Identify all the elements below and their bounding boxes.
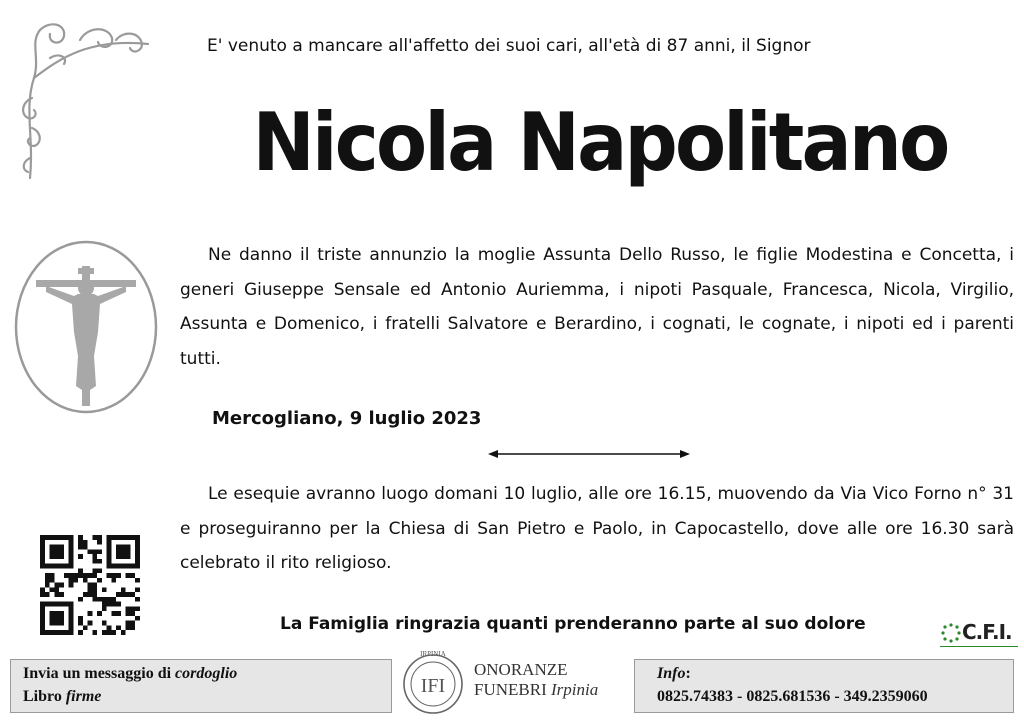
phone-numbers[interactable]: 0825.74383 - 0825.681536 - 349.2359060	[657, 688, 928, 705]
funeral-home-logo-icon	[402, 648, 464, 718]
cfi-logo	[940, 618, 1018, 654]
cfi-logo-underline	[940, 645, 1018, 649]
info-colon: :	[685, 665, 691, 682]
brand-line2-a: FUNEBRI	[474, 680, 551, 699]
funeral-home-brand	[474, 660, 598, 700]
book-prefix: Libro	[23, 688, 66, 705]
brand-line2-b: Irpinia	[550, 680, 599, 699]
book-word: firme	[65, 688, 102, 705]
brand-line1: ONORANZE	[474, 660, 568, 679]
condolence-message-box[interactable]	[10, 659, 392, 713]
corner-ornament-icon	[20, 18, 155, 186]
deceased-name: Nicola Napolitano	[252, 96, 948, 189]
cfi-dots-icon	[940, 622, 962, 644]
qr-code-icon[interactable]	[37, 535, 143, 635]
message-word: cordoglio	[175, 665, 238, 682]
double-arrow-divider-icon	[488, 448, 690, 460]
logo-mark: IFI	[420, 675, 446, 697]
thanks-text: La Famiglia ringrazia quanti prenderanno parte al suo dolore	[280, 614, 866, 634]
logo-top-text: IRPINIA	[420, 650, 446, 658]
place-date: Mercogliano, 9 luglio 2023	[212, 408, 482, 429]
announcement-paragraph: Ne danno il triste annunzio la moglie Assunta Dello Russo, le figlie Modestina e Concetta, i generi Giuseppe Sensale ed Antonio Auriemma, i nipoti Pasquale, Francesca, Nicola, Virgilio, Assunta e Domenico, i fratelli Salvatore e Berardino, i cognati, le cognate, i nipoti ed i parenti tutti.	[180, 245, 1014, 369]
crucifix-icon	[12, 238, 160, 416]
info-box	[634, 659, 1014, 713]
funeral-paragraph: Le esequie avranno luogo domani 10 luglio, alle ore 16.15, muovendo da Via Vico Forno n° 31 e proseguiranno per la Chiesa di San Pietro e Paolo, in Capocastello, dove alle ore 16.30 sarà celebrato il rito religioso.	[180, 484, 1014, 573]
cfi-logo-text: C.F.I.	[962, 620, 1012, 644]
intro-text: E' venuto a mancare all'affetto dei suoi cari, all'età di 87 anni, il Signor	[207, 36, 811, 56]
message-prefix: Invia un messaggio di	[23, 665, 176, 682]
info-label: Info	[657, 665, 686, 682]
